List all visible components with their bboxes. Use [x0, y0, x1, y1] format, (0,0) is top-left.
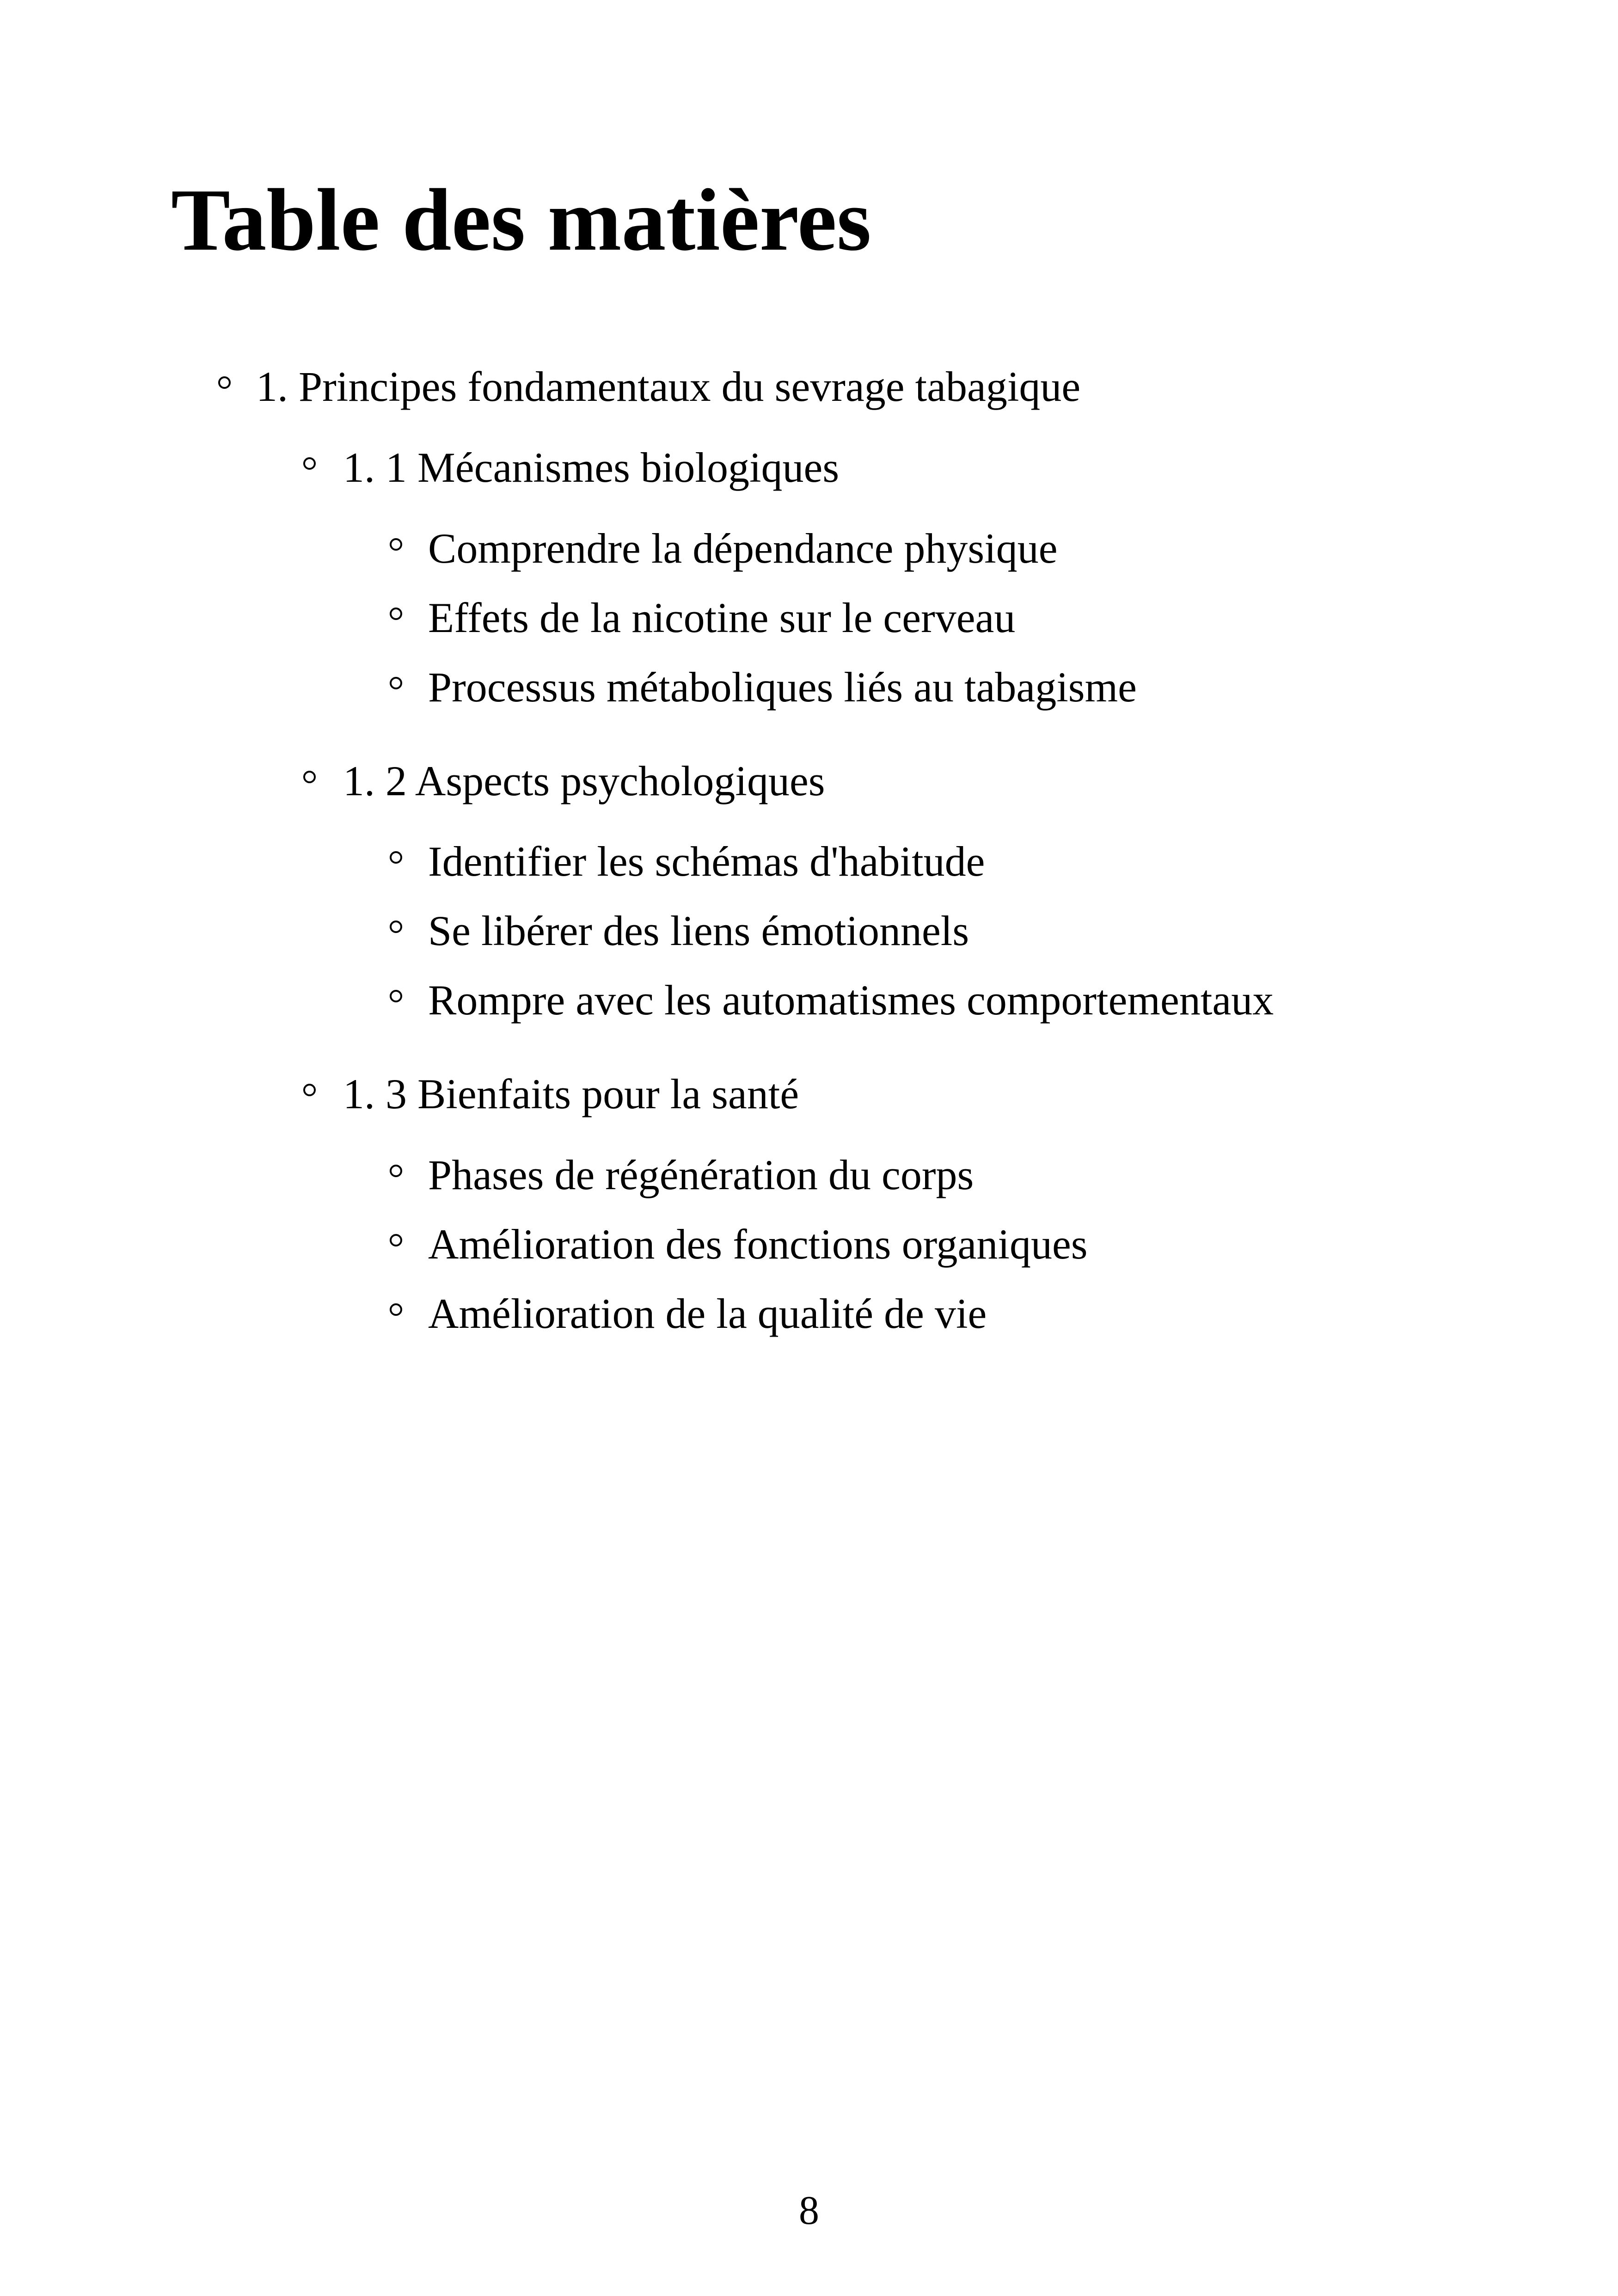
- toc-entry-label: Se libérer des liens émotionnels: [428, 907, 969, 954]
- circle-bullet-icon: [390, 538, 402, 551]
- circle-bullet-icon: [390, 677, 402, 689]
- toc-entry-section-1[interactable]: [0, 365, 1526, 416]
- toc-entry-label: Rompre avec les automatismes comportementaux: [428, 976, 1274, 1024]
- toc-entry-label: Comprendre la dépendance physique: [428, 525, 1058, 572]
- circle-bullet-icon: [303, 457, 316, 470]
- toc-entry-subsection[interactable]: [0, 909, 1526, 960]
- toc-entry-subsection[interactable]: [0, 1292, 1526, 1343]
- toc-entry-label: 1. 1 Mécanismes biologiques: [343, 444, 840, 491]
- toc-entry-label: 1. 3 Bienfaits pour la santé: [343, 1070, 799, 1117]
- toc-entry-label: Effets de la nicotine sur le cerveau: [428, 594, 1016, 641]
- circle-bullet-icon: [218, 376, 231, 389]
- toc-entry-subsection[interactable]: [0, 663, 1526, 717]
- toc-entry-subsection[interactable]: [0, 1151, 1526, 1204]
- circle-bullet-icon: [390, 1234, 402, 1246]
- toc-entry-label: Identifier les schémas d'habitude: [428, 838, 985, 885]
- toc-entry-subsection[interactable]: [0, 840, 1526, 891]
- toc-entry-subsection[interactable]: [0, 1223, 1526, 1274]
- circle-bullet-icon: [390, 1165, 402, 1177]
- toc-entry-label: Amélioration des fonctions organiques: [428, 1221, 1088, 1268]
- circle-bullet-icon: [303, 771, 316, 783]
- toc-entry-label: 1. 2 Aspects psychologiques: [343, 757, 825, 804]
- circle-bullet-icon: [390, 851, 402, 864]
- circle-bullet-icon: [390, 921, 402, 933]
- toc-entry-subsection[interactable]: [0, 596, 1526, 647]
- page-number: 8: [799, 2188, 819, 2233]
- toc-entry-section-1-2[interactable]: [0, 757, 1526, 810]
- toc-entry-subsection[interactable]: [0, 527, 1526, 578]
- circle-bullet-icon: [303, 1084, 316, 1096]
- toc-entry-section-1-1[interactable]: [0, 446, 1526, 497]
- circle-bullet-icon: [390, 990, 402, 1002]
- toc-entry-label: Amélioration de la qualité de vie: [428, 1290, 987, 1337]
- toc-entry-label: Phases de régénération du corps: [428, 1151, 974, 1198]
- circle-bullet-icon: [390, 1303, 402, 1316]
- toc-entry-subsection[interactable]: [0, 976, 1526, 1030]
- circle-bullet-icon: [390, 608, 402, 620]
- toc-entry-label: 1. Principes fondamentaux du sevrage tabagique: [256, 363, 1081, 410]
- toc-entry-label: Processus métaboliques liés au tabagisme: [428, 663, 1137, 711]
- toc-entry-section-1-3[interactable]: [0, 1070, 1526, 1123]
- page-title: Table des matières: [171, 171, 871, 269]
